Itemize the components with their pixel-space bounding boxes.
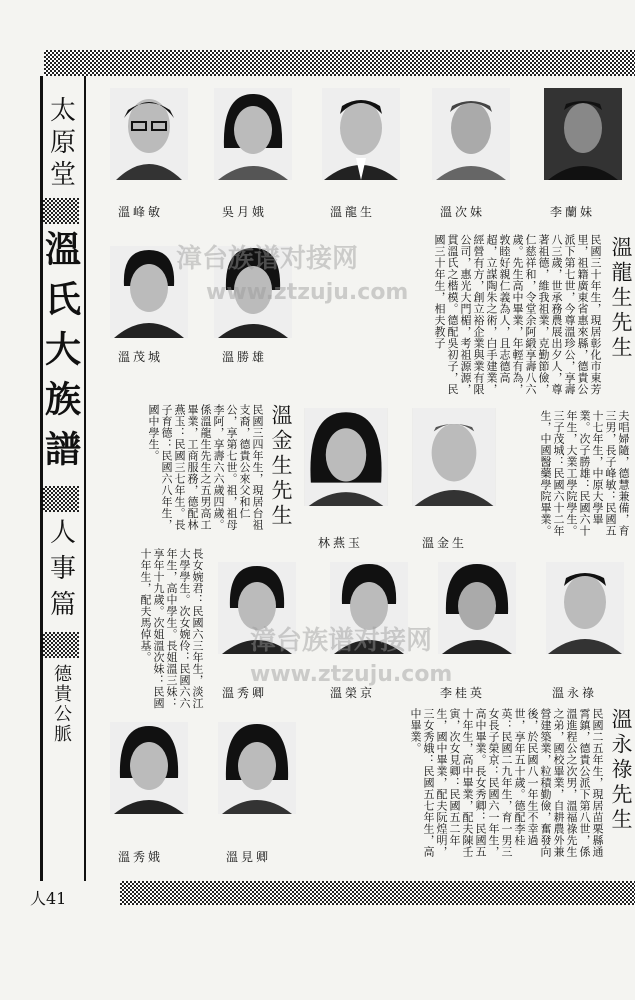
photo-caption: 李蘭妹	[550, 205, 596, 219]
bottom-checker-band	[120, 881, 635, 905]
side-title-top: 太原堂	[45, 96, 76, 192]
top-checker-band	[44, 50, 635, 76]
watermark-url: www.ztzuju.com	[206, 280, 409, 305]
photo-caption: 溫秀娥	[118, 850, 164, 864]
photo-caption: 溫勝雄	[222, 350, 268, 364]
bio-text-yonglu: 民國二五年生，現居苗栗縣通霄鎮，德貴公派下第八世，係溫進程公之次男，溫福祿先生之弟，國校畢業，自耕農外兼營建築業，粒積勤儉，奮發向後，於民國八一年生不幸過世，享年五十歲。德配李桂英：民國二九年生，育一男三女長子榮京：民國六一年生，高中畢業。長女秀卿：民國五十年生，高中畢業，配夫陳壬寅，次女見卿：民國五二年生，國中畢業，配夫阮煌明，三女秀娥：民國五七年生，高中畢業。	[409, 708, 604, 858]
side-subtitle: 人事篇	[45, 518, 76, 626]
watermark-text: 漳台族谱对接网	[250, 626, 433, 656]
portrait-photo	[304, 408, 388, 506]
portrait-photo	[110, 722, 188, 814]
photo-caption: 溫永祿	[552, 686, 598, 700]
portrait-photo	[214, 88, 292, 180]
watermark-text: 漳台族谱对接网	[176, 244, 359, 274]
portrait-photo	[438, 562, 516, 654]
photo-caption: 林燕玉	[318, 536, 364, 550]
side-branch: 德貴公脈	[51, 664, 72, 744]
photo-caption: 溫峰敏	[118, 205, 164, 219]
portrait-photo	[432, 88, 510, 180]
bio-name-yonglu: 溫永祿先生	[609, 708, 633, 833]
side-separator	[43, 198, 79, 224]
portrait-photo	[546, 562, 624, 654]
photo-caption: 溫榮京	[330, 686, 376, 700]
side-separator	[43, 632, 79, 658]
side-title-main: 溫氏大族譜	[39, 230, 82, 480]
photo-caption: 溫次妹	[440, 205, 486, 219]
watermark-url: www.ztzuju.com	[250, 662, 453, 687]
side-separator	[43, 486, 79, 512]
portrait-photo	[412, 408, 496, 506]
bio-text-longsheng-children: 夫唱婦隨，德慧兼備，育三男，長子峰敏：民國五十七年生，中原大學畢業。次子勝雄：民國六十年生，大業工學院學生。三子茂城：民國六十二年生，中國醫藥學院畢業。	[539, 410, 630, 537]
photo-caption: 溫茂城	[118, 350, 164, 364]
photo-caption: 溫秀卿	[222, 686, 268, 700]
photo-caption: 吳月娥	[222, 205, 268, 219]
portrait-photo	[322, 88, 400, 180]
portrait-photo	[544, 88, 622, 180]
photo-caption: 李桂英	[440, 686, 486, 700]
bio-text-longsheng: 民國三十年生，現居彰化市東芳里，祖籍廣東省惠來縣，德貴公派下第七世，今尊溫珍公，享壽八三歲，世承務農展出夕人，尊著祖德，維我祖業，克勤節儉，仁慈祥和，令堂余阿緞享壽八六歲。先生高中畢業，年輕有為，敦睦好親仁義為人，且志德高超，立謀陶朱之術，白手建業，經營有方，創立裕企業與業有限公司，惠光大門楣，考祖源源，貫溫氏之楷模。德配吳初子，民國三十年生，相夫教子	[433, 234, 602, 395]
page-number: 人41	[30, 889, 67, 908]
portrait-photo	[218, 722, 296, 814]
photo-caption: 溫龍生	[330, 205, 376, 219]
bio-name-jinsheng: 溫金生先生	[269, 404, 293, 529]
bio-text-jinsheng: 民國三四年生，現居台祖支裔，德貴公來父和仁公，享第七世。祖，祖母李阿，享壽六六歲四歲。係溫龍生先生之五男高工畢業，工商服務，德配林燕玉：民國三七年生。長子育德：民國六八年生，國中學生。	[147, 404, 264, 531]
photo-caption: 溫見卿	[226, 850, 272, 864]
bio-text-yonglu-family: 長女婉君：民國六三年生，淡江大學學生。次女婉伶：民國六六年生，高中學生。長姐溫三妹：享年十九歲。次姐溫次妹：民國十年生，配夫馬倬基。	[139, 548, 204, 709]
bio-name-longsheng: 溫龍生先生	[609, 236, 633, 361]
portrait-photo	[110, 88, 188, 180]
photo-caption: 溫金生	[422, 536, 468, 550]
side-title-column	[40, 96, 82, 744]
